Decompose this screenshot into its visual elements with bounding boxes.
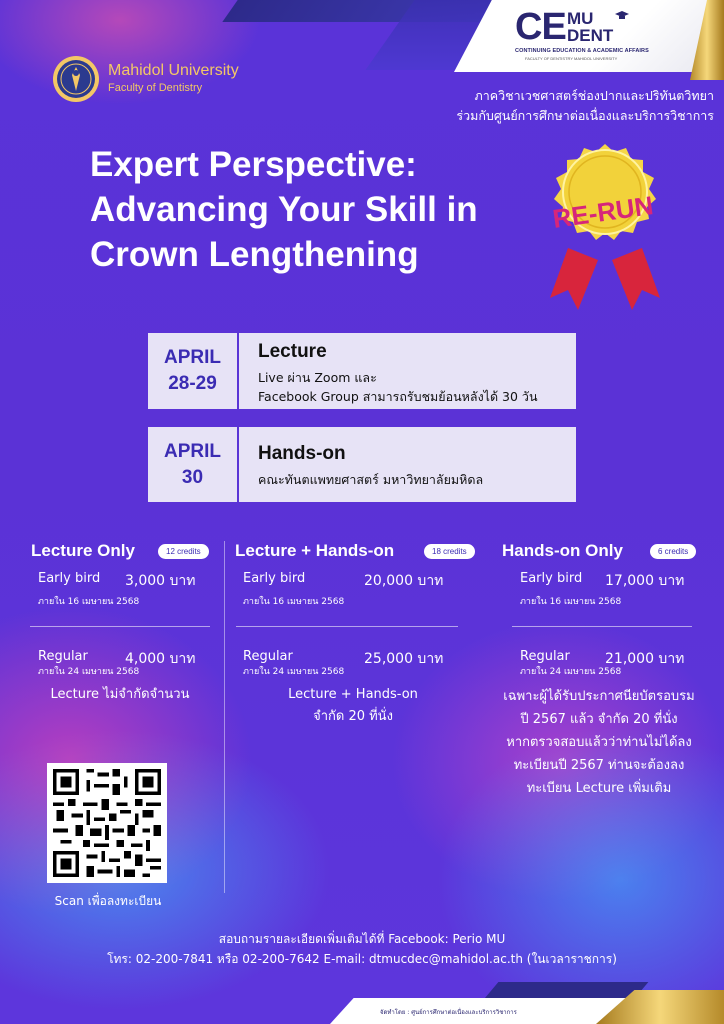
schedule-detail-line-1: คณะทันตแพทยศาสตร์ มหาวิทยาลัยมหิดล xyxy=(258,472,484,487)
pricing-note: Lecture ไม่จำกัดจำนวน xyxy=(50,687,190,702)
ce-logo-letters: CE xyxy=(515,6,566,48)
schedule-month: APRIL xyxy=(164,347,221,368)
early-bird-label: Early bird xyxy=(38,571,101,586)
ce-logo-subtitle: CONTINUING EDUCATION & ACADEMIC AFFAIRS xyxy=(515,48,649,54)
credits-badge: 12 credits xyxy=(158,544,209,559)
pricing-note: ปี 2567 แล้ว จำกัด 20 ที่นั่ง xyxy=(520,712,678,727)
title-line-3: Crown Lengthening xyxy=(90,235,419,274)
organizer-partner: ร่วมกับศูนย์การศึกษาต่อเนื่องและบริการวิชาการ xyxy=(456,108,714,123)
schedule-month: APRIL xyxy=(164,440,221,462)
schedule-days: 30 xyxy=(181,466,204,488)
column-divider xyxy=(224,541,225,893)
schedule-heading: Lecture xyxy=(258,341,327,362)
rerun-label: RE-RUN xyxy=(550,190,656,234)
ce-mu-dent-logo xyxy=(515,6,649,64)
regular-deadline: ภายใน 24 เมษายน 2568 xyxy=(243,667,345,677)
schedule-hands-on xyxy=(148,427,576,502)
regular-deadline: ภายใน 24 เมษายน 2568 xyxy=(38,667,140,677)
early-bird-label: Early bird xyxy=(243,571,306,586)
schedule-date xyxy=(148,333,239,409)
regular-deadline: ภายใน 24 เมษายน 2568 xyxy=(520,667,622,677)
university-name: Mahidol University xyxy=(108,62,239,79)
schedule-detail-line-1: Live ผ่าน Zoom และ xyxy=(258,370,377,385)
regular-label: Regular xyxy=(243,649,293,664)
mahidol-seal-icon xyxy=(52,55,100,103)
early-bird-price: 20,000 บาท xyxy=(364,573,444,589)
pricing-title-hands-on-only: Hands-on Only xyxy=(502,541,623,560)
title-line-2: Advancing Your Skill in xyxy=(90,190,478,229)
title-line-1: Expert Perspective: xyxy=(90,145,417,184)
schedule-detail-line-2: Facebook Group สามารถรับชมย้อนหลังได้ 30 วัน xyxy=(258,389,538,404)
schedule-heading: Hands-on xyxy=(258,443,346,464)
ce-logo-mu: MU xyxy=(567,9,594,28)
early-bird-price: 17,000 บาท xyxy=(605,573,685,589)
graduation-cap-icon xyxy=(615,11,629,21)
schedule-date xyxy=(148,427,239,502)
regular-label: Regular xyxy=(520,649,570,664)
faculty-name: Faculty of Dentistry xyxy=(108,82,203,94)
contact-facebook: สอบถามรายละเอียดเพิ่มเติมได้ที่ Facebook: Perio MU xyxy=(218,932,506,946)
early-bird-deadline: ภายใน 16 เมษายน 2568 xyxy=(520,597,622,607)
credits-badge: 18 credits xyxy=(424,544,475,559)
event-title xyxy=(90,142,560,277)
qr-scan-label: Scan เพื่อลงทะเบียน xyxy=(54,894,162,908)
early-bird-deadline: ภายใน 16 เมษายน 2568 xyxy=(38,597,140,607)
schedule-lecture xyxy=(148,333,576,409)
organizer-department: ภาควิชาเวชศาสตร์ช่องปากและปริทันตวิทยา xyxy=(474,88,714,103)
divider xyxy=(236,626,458,627)
pricing-note: เฉพาะผู้ได้รับประกาศนียบัตรอบรม xyxy=(503,689,695,704)
divider xyxy=(30,626,210,627)
regular-price: 4,000 บาท xyxy=(125,651,196,667)
pricing-title-lecture-hands-on: Lecture + Hands-on xyxy=(235,541,395,560)
pricing-note: ทะเบียน Lecture เพิ่มเติม xyxy=(526,781,672,796)
pricing-note: Lecture + Hands-on xyxy=(288,687,418,702)
qr-code-icon xyxy=(53,769,161,877)
pricing-note: หากตรวจสอบแล้วว่าท่านไม่ได้ลง xyxy=(506,735,692,750)
regular-price: 25,000 บาท xyxy=(364,651,444,667)
pricing-note: ทะเบียนปี 2567 ท่านจะต้องลง xyxy=(513,758,685,773)
regular-label: Regular xyxy=(38,649,88,664)
contact-phone-email: โทร: 02-200-7841 หรือ 02-200-7642 E-mail: dtmucdec@mahidol.ac.th (ในเวลาราชการ) xyxy=(107,952,617,966)
pricing-note: จำกัด 20 ที่นั่ง xyxy=(313,709,393,724)
ce-logo-dent: DENT xyxy=(567,26,614,45)
registration-qr-code[interactable] xyxy=(47,763,167,883)
early-bird-price: 3,000 บาท xyxy=(125,573,196,589)
organizer-credit: จัดทำโดย : ศูนย์การศึกษาต่อเนื่องและบริการวิชาการ xyxy=(380,1009,517,1016)
pricing-title-lecture-only: Lecture Only xyxy=(31,541,135,560)
credits-badge: 6 credits xyxy=(650,544,696,559)
divider xyxy=(512,626,692,627)
ce-logo-subtitle-2: FACULTY OF DENTISTRY MAHIDOL UNIVERSITY xyxy=(525,56,618,61)
regular-price: 21,000 บาท xyxy=(605,651,685,667)
schedule-days: 28-29 xyxy=(168,373,217,394)
early-bird-label: Early bird xyxy=(520,571,583,586)
early-bird-deadline: ภายใน 16 เมษายน 2568 xyxy=(243,597,345,607)
